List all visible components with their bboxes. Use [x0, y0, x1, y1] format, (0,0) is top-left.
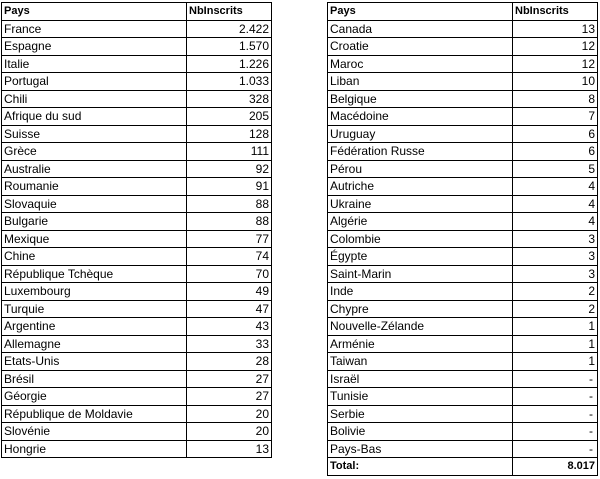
count-cell: 111 — [187, 143, 272, 161]
count-cell: - — [513, 405, 598, 423]
country-cell: Italie — [2, 55, 187, 73]
country-cell: République Tchèque — [2, 265, 187, 283]
count-cell: 27 — [187, 388, 272, 406]
table-row — [2, 178, 272, 196]
table-row — [2, 160, 272, 178]
count-cell: - — [513, 370, 598, 388]
table-row — [2, 20, 272, 38]
country-cell: Colombie — [328, 230, 513, 248]
country-cell: Liban — [328, 73, 513, 91]
table-row — [2, 335, 272, 353]
country-cell: Saint-Marin — [328, 265, 513, 283]
count-cell: 2.422 — [187, 20, 272, 38]
table-row — [328, 405, 598, 423]
count-cell: 12 — [513, 55, 598, 73]
count-cell: 1 — [513, 318, 598, 336]
registrations-table-right — [327, 2, 598, 476]
country-cell: Inde — [328, 283, 513, 301]
table-row — [2, 143, 272, 161]
table-row — [328, 300, 598, 318]
table-row — [328, 90, 598, 108]
country-cell: Belgique — [328, 90, 513, 108]
country-cell: Luxembourg — [2, 283, 187, 301]
count-cell: 1.570 — [187, 38, 272, 56]
count-cell: 43 — [187, 318, 272, 336]
country-cell: Australie — [2, 160, 187, 178]
count-cell: 70 — [187, 265, 272, 283]
country-cell: Slovénie — [2, 423, 187, 441]
country-cell: Chine — [2, 248, 187, 266]
count-cell: 47 — [187, 300, 272, 318]
count-cell: 13 — [187, 440, 272, 458]
count-cell: 20 — [187, 405, 272, 423]
country-cell: Suisse — [2, 125, 187, 143]
count-cell: 27 — [187, 370, 272, 388]
count-cell: 4 — [513, 195, 598, 213]
country-cell: Bolivie — [328, 423, 513, 441]
count-cell: 328 — [187, 90, 272, 108]
count-cell: 6 — [513, 125, 598, 143]
count-cell: 77 — [187, 230, 272, 248]
country-cell: Slovaquie — [2, 195, 187, 213]
country-cell: Allemagne — [2, 335, 187, 353]
count-cell: 88 — [187, 213, 272, 231]
country-cell: France — [2, 20, 187, 38]
country-cell: Mexique — [2, 230, 187, 248]
table-row — [2, 90, 272, 108]
table-row — [2, 423, 272, 441]
count-cell: 20 — [187, 423, 272, 441]
country-cell: Afrique du sud — [2, 108, 187, 126]
table-row — [2, 108, 272, 126]
country-cell: Roumanie — [2, 178, 187, 196]
table-row — [2, 38, 272, 56]
table-row — [328, 283, 598, 301]
count-cell: 28 — [187, 353, 272, 371]
country-cell: Pérou — [328, 160, 513, 178]
table-row — [328, 125, 598, 143]
registrations-table-left — [1, 2, 272, 458]
table-row — [2, 55, 272, 73]
country-cell: Serbie — [328, 405, 513, 423]
table-row — [2, 73, 272, 91]
header-row — [328, 3, 598, 21]
count-cell: 33 — [187, 335, 272, 353]
country-cell: Fédération Russe — [328, 143, 513, 161]
table-row — [328, 160, 598, 178]
table-row — [328, 248, 598, 266]
country-cell: République de Moldavie — [2, 405, 187, 423]
country-cell: Canada — [328, 20, 513, 38]
country-cell: Géorgie — [2, 388, 187, 406]
table-row — [328, 353, 598, 371]
country-cell: Hongrie — [2, 440, 187, 458]
count-cell: 5 — [513, 160, 598, 178]
count-column-header: NbInscrits — [513, 3, 598, 21]
country-cell: Grèce — [2, 143, 187, 161]
country-cell: Brésil — [2, 370, 187, 388]
table-row — [2, 318, 272, 336]
table-row — [2, 388, 272, 406]
country-cell: Turquie — [2, 300, 187, 318]
country-cell: Croatie — [328, 38, 513, 56]
count-cell: 205 — [187, 108, 272, 126]
count-cell: 3 — [513, 248, 598, 266]
table-row — [2, 283, 272, 301]
count-cell: 13 — [513, 20, 598, 38]
table-row — [328, 20, 598, 38]
country-cell: Pays-Bas — [328, 440, 513, 458]
country-cell: Arménie — [328, 335, 513, 353]
table-row — [328, 178, 598, 196]
table-row — [328, 265, 598, 283]
country-cell: Chili — [2, 90, 187, 108]
count-cell: 92 — [187, 160, 272, 178]
table-row — [328, 195, 598, 213]
country-cell: Uruguay — [328, 125, 513, 143]
country-cell: Autriche — [328, 178, 513, 196]
table-row — [328, 370, 598, 388]
table-row — [328, 318, 598, 336]
table-row — [328, 388, 598, 406]
country-cell: Macédoine — [328, 108, 513, 126]
country-cell: Etats-Unis — [2, 353, 187, 371]
count-cell: 10 — [513, 73, 598, 91]
country-cell: Argentine — [2, 318, 187, 336]
count-cell: - — [513, 440, 598, 458]
count-cell: 49 — [187, 283, 272, 301]
count-cell: 8 — [513, 90, 598, 108]
table-row — [328, 108, 598, 126]
table-row — [2, 125, 272, 143]
count-column-header: NbInscrits — [187, 3, 272, 21]
table-row — [328, 38, 598, 56]
count-cell: 1 — [513, 335, 598, 353]
count-cell: 91 — [187, 178, 272, 196]
table-row — [2, 440, 272, 458]
country-cell: Ukraine — [328, 195, 513, 213]
count-cell: 2 — [513, 283, 598, 301]
total-value: 8.017 — [513, 458, 598, 476]
count-cell: 6 — [513, 143, 598, 161]
count-cell: 12 — [513, 38, 598, 56]
count-cell: 4 — [513, 213, 598, 231]
table-row — [328, 335, 598, 353]
table-row — [328, 143, 598, 161]
table-row — [2, 195, 272, 213]
table-row — [328, 440, 598, 458]
count-cell: 1.226 — [187, 55, 272, 73]
country-cell: Algérie — [328, 213, 513, 231]
country-column-header: Pays — [2, 3, 187, 21]
table-row — [328, 73, 598, 91]
table-row — [2, 230, 272, 248]
header-row — [2, 3, 272, 21]
country-cell: Taiwan — [328, 353, 513, 371]
table-row — [2, 265, 272, 283]
count-cell: 3 — [513, 265, 598, 283]
count-cell: - — [513, 388, 598, 406]
table-row — [328, 213, 598, 231]
count-cell: - — [513, 423, 598, 441]
table-row — [2, 353, 272, 371]
table-row — [2, 213, 272, 231]
table-row — [2, 370, 272, 388]
country-cell: Israël — [328, 370, 513, 388]
table-row — [2, 248, 272, 266]
count-cell: 88 — [187, 195, 272, 213]
country-cell: Bulgarie — [2, 213, 187, 231]
table-row — [328, 230, 598, 248]
count-cell: 3 — [513, 230, 598, 248]
country-cell: Nouvelle-Zélande — [328, 318, 513, 336]
country-cell: Maroc — [328, 55, 513, 73]
country-column-header: Pays — [328, 3, 513, 21]
count-cell: 128 — [187, 125, 272, 143]
table-row — [2, 300, 272, 318]
total-row — [328, 458, 598, 476]
count-cell: 1.033 — [187, 73, 272, 91]
country-cell: Chypre — [328, 300, 513, 318]
table-row — [328, 423, 598, 441]
country-cell: Espagne — [2, 38, 187, 56]
country-cell: Égypte — [328, 248, 513, 266]
count-cell: 4 — [513, 178, 598, 196]
table-row — [328, 55, 598, 73]
country-cell: Tunisie — [328, 388, 513, 406]
total-label: Total: — [328, 458, 513, 476]
country-cell: Portugal — [2, 73, 187, 91]
table-row — [2, 405, 272, 423]
count-cell: 1 — [513, 353, 598, 371]
count-cell: 74 — [187, 248, 272, 266]
count-cell: 7 — [513, 108, 598, 126]
count-cell: 2 — [513, 300, 598, 318]
